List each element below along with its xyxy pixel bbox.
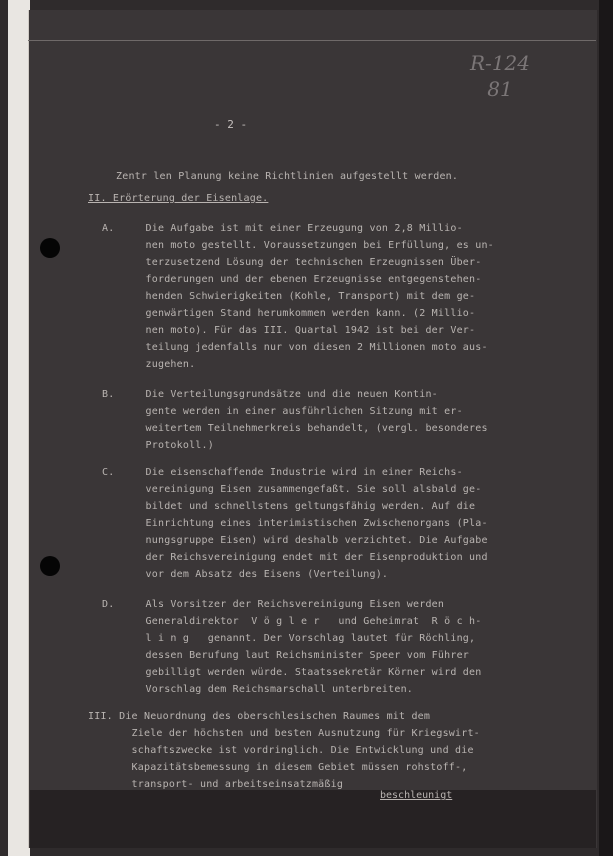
line-21: vor dem Absatz des Eisens (Verteilung). xyxy=(102,569,389,580)
line-7: genwärtigen Stand herumkommen werden kann. (2 Millio- xyxy=(102,308,476,319)
line-24: l i n g genannt. Der Vorschlag lautet für Röchling, xyxy=(102,633,476,644)
line-16: vereinigung Eisen zusammengefaßt. Sie soll alsbald ge- xyxy=(102,484,482,495)
line-10: zugehen. xyxy=(102,359,196,370)
line-13: weitertem Teilnehmerkreis behandelt, (vergl. besonderes xyxy=(102,423,488,434)
line-19: nungsgruppe Eisen) wird deshalb verzichtet. Die Aufgabe xyxy=(102,535,488,546)
line-32: transport- und arbeitseinsatzmäßig xyxy=(88,779,344,790)
line-5: forderungen und der ebenen Erzeugnisse entgegenstehen- xyxy=(102,274,482,285)
line-20: der Reichsvereinigung endet mit der Eisenproduktion und xyxy=(102,552,488,563)
line-30: schaftszwecke ist vordringlich. Die Entwicklung und die xyxy=(88,745,474,756)
line-9: teilung jedenfalls nur von diesen 2 Millionen moto aus- xyxy=(102,342,488,353)
line-27: Vorschlag dem Reichsmarschall unterbreiten. xyxy=(102,684,414,695)
line-11: B. Die Verteilungsgrundsätze und die neuen Kontin- xyxy=(102,389,438,400)
line-28: III. Die Neuordnung des oberschlesischen Raumes mit dem xyxy=(88,711,431,722)
punch-hole-bottom xyxy=(40,556,60,576)
line-29: Ziele der höchsten und besten Ausnutzung für Kriegswirt- xyxy=(88,728,480,739)
line-2: A. Die Aufgabe ist mit einer Erzeugung von 2,8 Millio- xyxy=(102,223,463,234)
line-18: Einrichtung eines interimistischen Zwischenorgans (Pla- xyxy=(102,518,488,529)
page-edge-right xyxy=(599,0,613,856)
archive-stamp-line-1: R-124 xyxy=(470,51,530,75)
line-22: D. Als Vorsitzer der Reichsvereinigung Eisen werden xyxy=(102,599,445,610)
line-0: Zentr len Planung keine Richtlinien aufgestellt werden. xyxy=(116,171,459,182)
closing-word: beschleunigt xyxy=(380,790,453,801)
page-edge-left xyxy=(8,0,30,856)
line-26: gebilligt werden würde. Staatssekretär Körner wird den xyxy=(102,667,482,678)
bottom-shadow xyxy=(30,790,596,848)
section-heading-ii: II. Erörterung der Eisenlage. xyxy=(88,193,269,204)
line-23: Generaldirektor V ö g l e r und Geheimrat R ö c h- xyxy=(102,616,482,627)
line-17: bildet und schnellstens geltungsfähig werden. Auf die xyxy=(102,501,476,512)
line-31: Kapazitätsbemessung in diesem Gebiet müssen rohstoff-, xyxy=(88,762,468,773)
top-rule xyxy=(28,40,596,41)
line-6: henden Schwierigkeiten (Kohle, Transport) mit dem ge- xyxy=(102,291,476,302)
line-4: terzusetzend Lösung der technischen Erzeugnissen Über- xyxy=(102,257,482,268)
archive-stamp xyxy=(460,50,540,102)
archive-stamp-line-2: 81 xyxy=(487,77,513,101)
line-8: nen moto). Für das III. Quartal 1942 ist bei der Ver- xyxy=(102,325,476,336)
line-3: nen moto gestellt. Voraussetzungen bei Erfüllung, es un- xyxy=(102,240,494,251)
line-14: Protokoll.) xyxy=(102,440,214,451)
punch-hole-top xyxy=(40,238,60,258)
page-number: - 2 - xyxy=(214,118,248,131)
line-15: C. Die eisenschaffende Industrie wird in einer Reichs- xyxy=(102,467,463,478)
line-12: gente werden in einer ausführlichen Sitzung mit er- xyxy=(102,406,463,417)
line-25: dessen Berufung laut Reichsminister Speer vom Führer xyxy=(102,650,470,661)
